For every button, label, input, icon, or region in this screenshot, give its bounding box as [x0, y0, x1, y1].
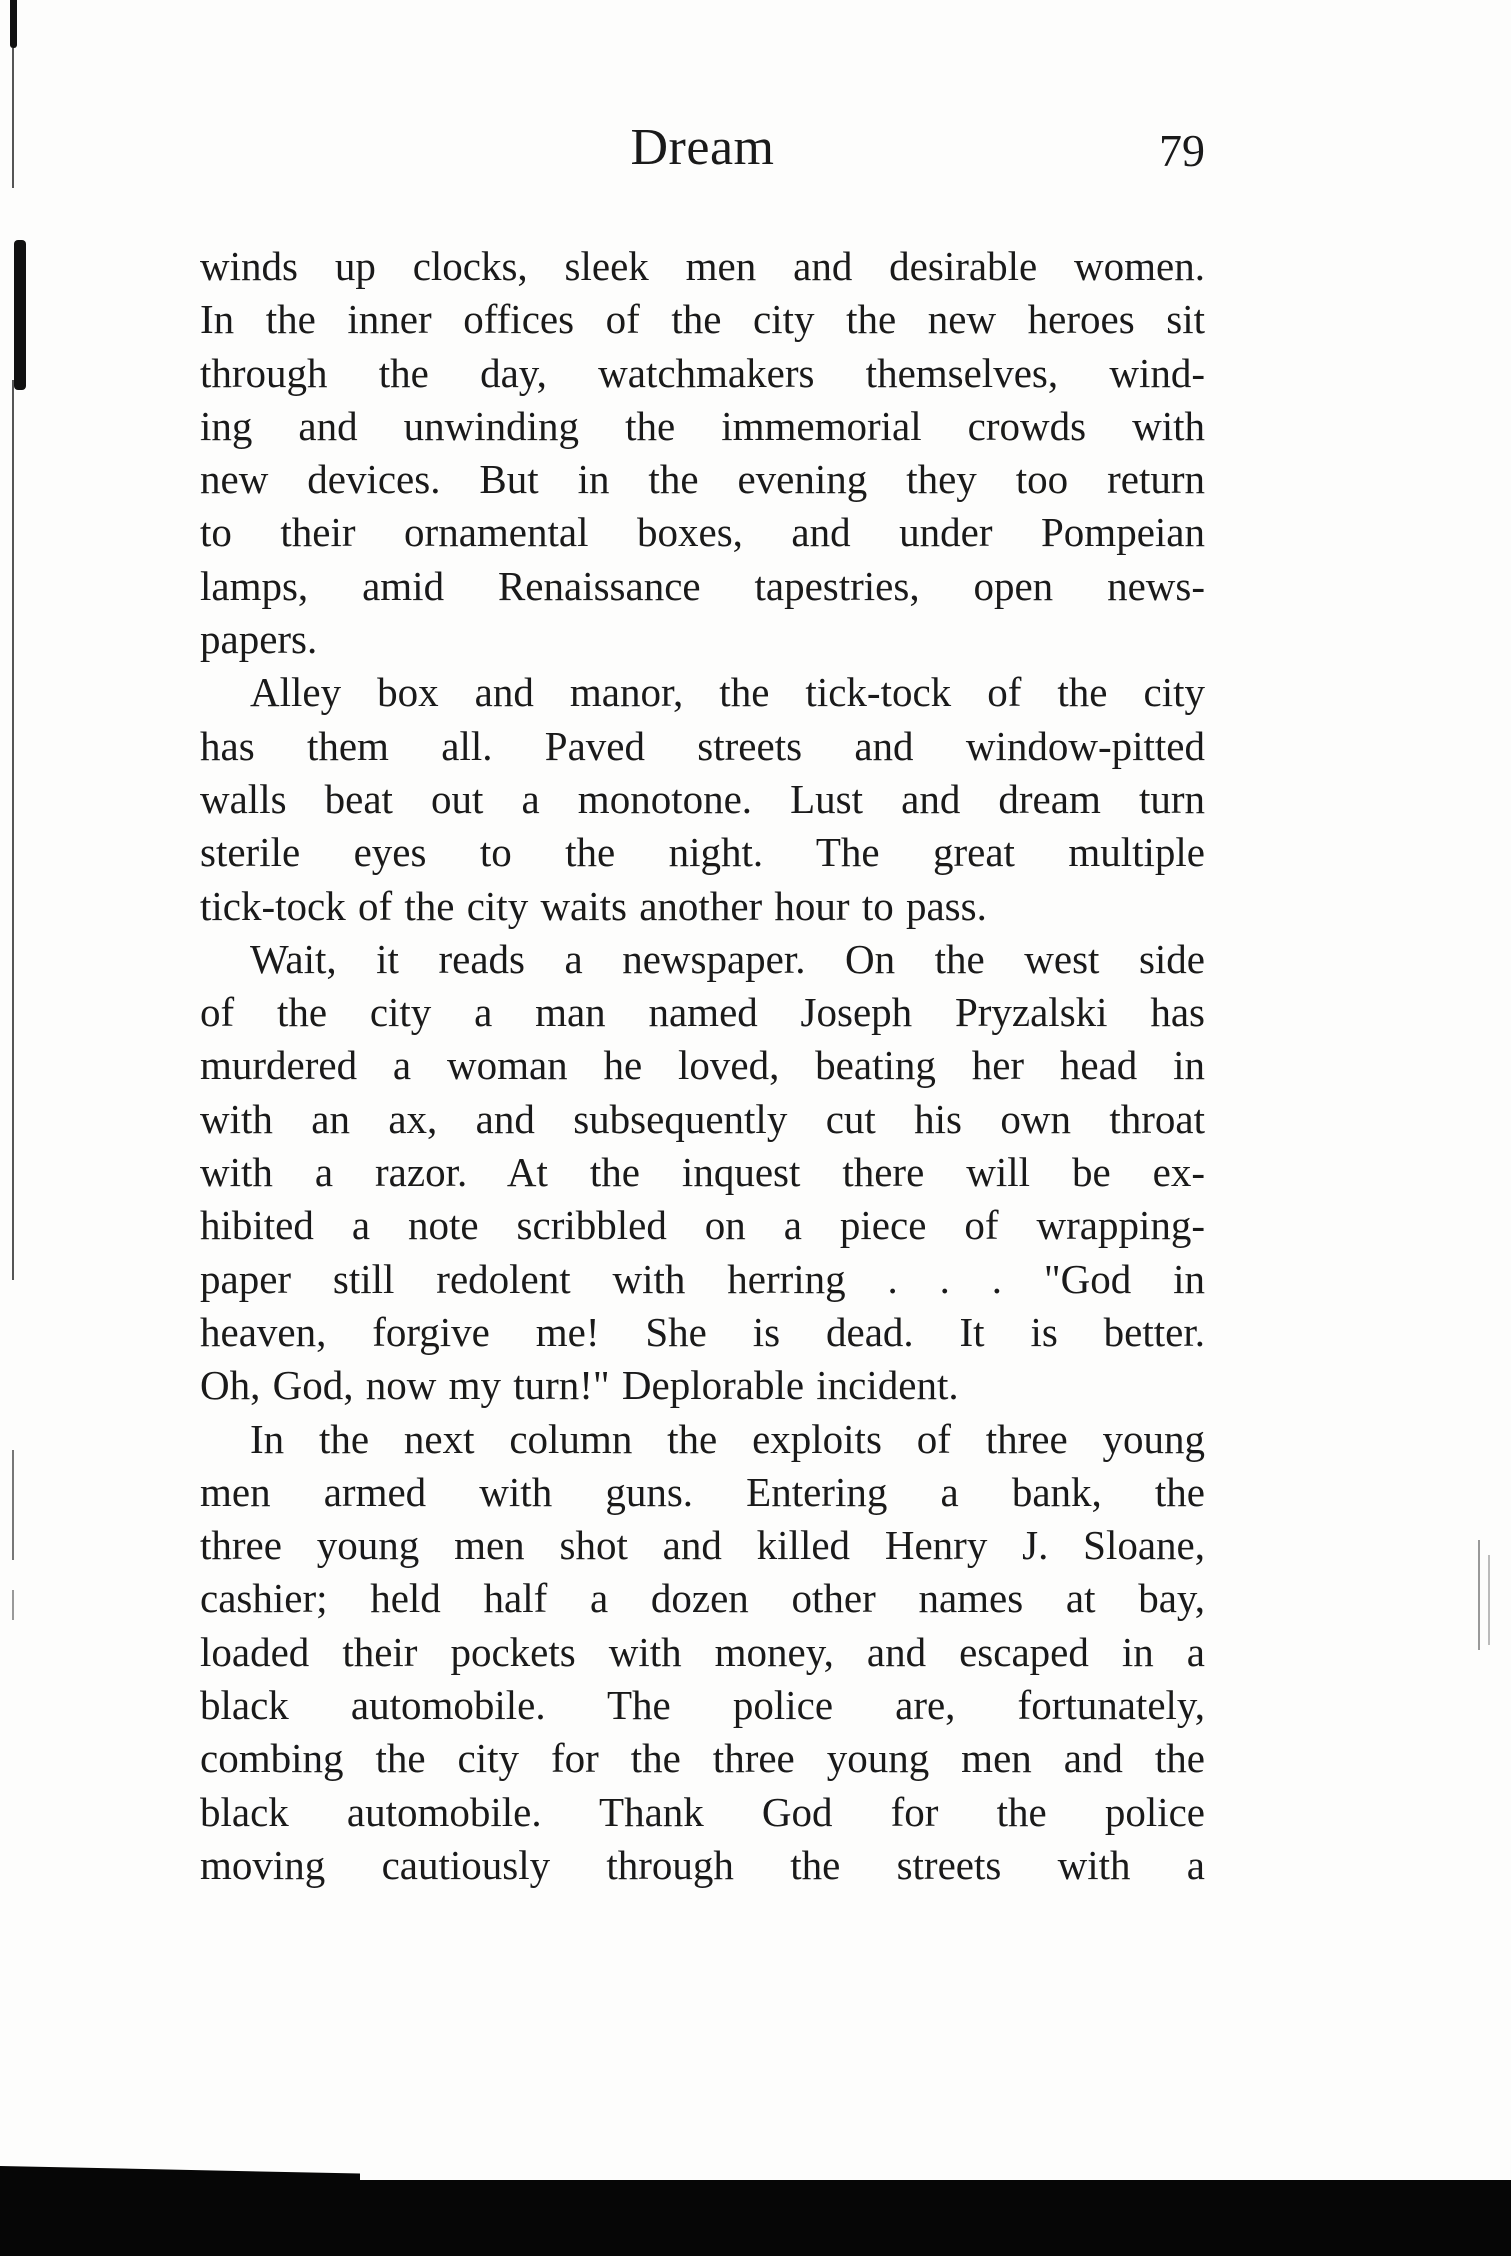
scan-edge-line	[12, 1590, 14, 1620]
text-line: with a razor. At the inquest there will be ex-	[200, 1149, 1205, 1196]
text-line: walls beat out a monotone. Lust and dream turn	[200, 775, 1205, 822]
text-line: with an ax, and subsequently cut his own throat	[200, 1095, 1205, 1142]
text-line: through the day, watchmakers themselves, wind-	[200, 349, 1205, 396]
text-line: lamps, amid Renaissance tapestries, open news-	[200, 562, 1205, 609]
scan-edge-line	[12, 48, 14, 188]
text-line: men armed with guns. Entering a bank, the	[200, 1468, 1205, 1515]
text-line: moving cautiously through the streets with a	[200, 1841, 1205, 1888]
text-line: cashier; held half a dozen other names at bay,	[200, 1575, 1205, 1622]
page-number: 79	[1159, 125, 1205, 176]
text-line: black automobile. The police are, fortunately,	[200, 1682, 1205, 1729]
text-line: papers.	[200, 616, 318, 663]
paragraph	[200, 666, 1205, 932]
scan-edge-line	[12, 1450, 14, 1560]
text-line: of the city a man named Joseph Pryzalski has	[200, 989, 1205, 1036]
text-line: In the inner offices of the city the new heroes sit	[200, 296, 1205, 343]
scan-bottom-edge	[0, 2180, 1511, 2256]
scan-speck	[1478, 1540, 1480, 1650]
text-line: new devices. But in the evening they too return	[200, 456, 1205, 503]
text-line: Wait, it reads a newspaper. On the west side	[250, 935, 1205, 982]
text-line: has them all. Paved streets and window-pitted	[200, 722, 1205, 769]
text-line: three young men shot and killed Henry J. Sloane,	[200, 1522, 1205, 1569]
text-line: Alley box and manor, the tick-tock of the city	[250, 669, 1205, 716]
text-line: to their ornamental boxes, and under Pompeian	[200, 509, 1205, 556]
scan-edge-mark	[10, 0, 17, 48]
paragraph	[200, 933, 1205, 1413]
text-line: murdered a woman he loved, beating her head in	[200, 1042, 1205, 1089]
paragraph	[200, 240, 1205, 666]
text-line: paper still redolent with herring . . . "God in	[200, 1255, 1205, 1302]
text-line: winds up clocks, sleek men and desirable women.	[200, 243, 1205, 289]
text-line: Oh, God, now my turn!" Deplorable incident.	[200, 1362, 959, 1409]
scan-edge-line	[12, 380, 14, 1280]
text-line: loaded their pockets with money, and escaped in a	[200, 1628, 1205, 1675]
text-line: heaven, forgive me! She is dead. It is better.	[200, 1308, 1205, 1355]
paragraph	[200, 1413, 1205, 1893]
text-line: tick-tock of the city waits another hour to pass.	[200, 882, 987, 929]
scan-edge-mark	[14, 240, 26, 390]
chapter-title: Dream	[630, 119, 775, 176]
text-line: black automobile. Thank God for the police	[200, 1788, 1205, 1835]
running-head	[200, 118, 1205, 188]
text-line: combing the city for the three young men and the	[200, 1735, 1205, 1782]
scan-speck	[1488, 1555, 1490, 1645]
text-line: ing and unwinding the immemorial crowds with	[200, 402, 1205, 449]
text-line: hibited a note scribbled on a piece of wrapping-	[200, 1202, 1205, 1249]
text-line: In the next column the exploits of three young	[250, 1415, 1205, 1462]
text-line: sterile eyes to the night. The great multiple	[200, 829, 1205, 876]
body-text	[200, 240, 1205, 1892]
